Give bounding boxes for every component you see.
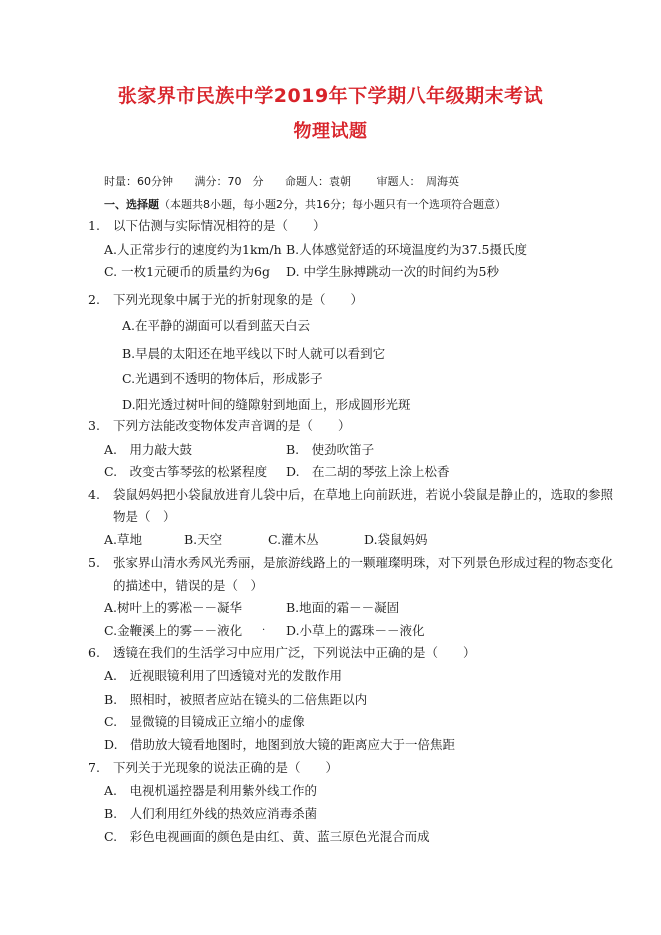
question-number: 6. xyxy=(88,645,100,660)
option-c: C.灌木丛 xyxy=(268,532,319,547)
option-b: B. 照相时，被照者应站在镜头的二倍焦距以内 xyxy=(104,692,368,707)
option-a: A. 电视机遥控器是利用紫外线工作的 xyxy=(104,783,318,798)
option-c: C. 改变古筝琴弦的松紧程度 xyxy=(104,464,268,479)
info-time: 时量：60分钟 xyxy=(104,175,173,188)
option-a: A.在平静的湖面可以看到蓝天白云 xyxy=(122,318,311,333)
question-number: 7. xyxy=(88,760,100,775)
section-label: 一、选择题 xyxy=(104,198,159,211)
question-text: 下列方法能改变物体发声音调的是（ ） xyxy=(113,418,351,433)
option-b: B.人体感觉舒适的环境温度约为37.5摄氏度 xyxy=(286,242,527,257)
question-text: 张家界山清水秀风光秀丽，是旅游线路上的一颗璀璨明珠，对下列景色形成过程的物态变化 xyxy=(113,555,614,570)
option-c: C. 一枚1元硬币的质量约为6g xyxy=(104,264,270,279)
question-text: 透镜在我们的生活学习中应用广泛，下列说法中正确的是（ ） xyxy=(113,645,476,660)
option-a: A.草地 xyxy=(104,532,143,547)
question-number: 1. xyxy=(88,218,100,233)
info-reviewer: 审题人： 周海英 xyxy=(376,175,459,188)
question-number: 2. xyxy=(88,292,100,307)
exam-subtitle: 物理试题 xyxy=(293,121,368,142)
option-a: A.树叶上的雾凇－－凝华 xyxy=(104,600,243,615)
option-c: C. 显微镜的目镜成正立缩小的虚像 xyxy=(104,714,305,729)
question-text-cont: 物是（ ） xyxy=(113,509,176,524)
question-text: 下列光现象中属于光的折射现象的是（ ） xyxy=(113,292,364,307)
option-b: B.天空 xyxy=(184,532,223,547)
option-c: C.金鞭溪上的雾－－液化 xyxy=(104,623,243,638)
stray-mark: . xyxy=(262,622,266,633)
option-c: C. 彩色电视画面的颜色是由红、黄、蓝三原色光混合而成 xyxy=(104,829,430,844)
section-note: （本题共8小题，每小题2分，共16分；每小题只有一个选项符合题意） xyxy=(159,198,506,211)
exam-title: 张家界市民族中学2019年下学期八年级期末考试 xyxy=(117,85,544,107)
question-text: 袋鼠妈妈把小袋鼠放进育儿袋中后，在草地上向前跃进，若说小袋鼠是静止的，选取的参照 xyxy=(113,487,614,502)
option-d: D.袋鼠妈妈 xyxy=(364,532,428,547)
option-b: B. 使劲吹笛子 xyxy=(286,442,375,457)
option-b: B. 人们利用红外线的热效应消毒杀菌 xyxy=(104,806,318,821)
option-d: D. 在二胡的琴弦上涂上松香 xyxy=(286,464,450,479)
option-a: A. 近视眼镜利用了凹透镜对光的发散作用 xyxy=(104,668,343,683)
question-number: 4. xyxy=(88,487,100,502)
option-a: A.人正常步行的速度约为1km/h xyxy=(104,242,282,257)
info-score: 满分：70 分 xyxy=(194,175,264,188)
option-b: B.地面的霜－－凝固 xyxy=(286,600,400,615)
option-b: B.早晨的太阳还在地平线以下时人就可以看到它 xyxy=(122,346,386,361)
question-text: 以下估测与实际情况相符的是（ ） xyxy=(113,218,326,233)
question-text-cont: 的描述中，错误的是（ ） xyxy=(113,578,264,593)
section-heading xyxy=(104,196,506,212)
option-d: D.小草上的露珠－－液化 xyxy=(286,623,425,638)
info-author: 命题人：袁朝 xyxy=(285,175,351,188)
option-d: D.阳光透过树叶间的缝隙射到地面上，形成圆形光斑 xyxy=(122,397,411,412)
exam-info xyxy=(104,173,459,189)
question-number: 5. xyxy=(88,555,100,570)
question-number: 3. xyxy=(88,418,100,433)
option-c: C.光遇到不透明的物体后，形成影子 xyxy=(122,371,323,386)
option-a: A. 用力敲大鼓 xyxy=(104,442,193,457)
option-d: D. 借助放大镜看地图时，地图到放大镜的距离应大于一倍焦距 xyxy=(104,737,456,752)
option-d: D. 中学生脉搏跳动一次的时间约为5秒 xyxy=(286,264,499,279)
question-text: 下列关于光现象的说法正确的是（ ） xyxy=(113,760,339,775)
